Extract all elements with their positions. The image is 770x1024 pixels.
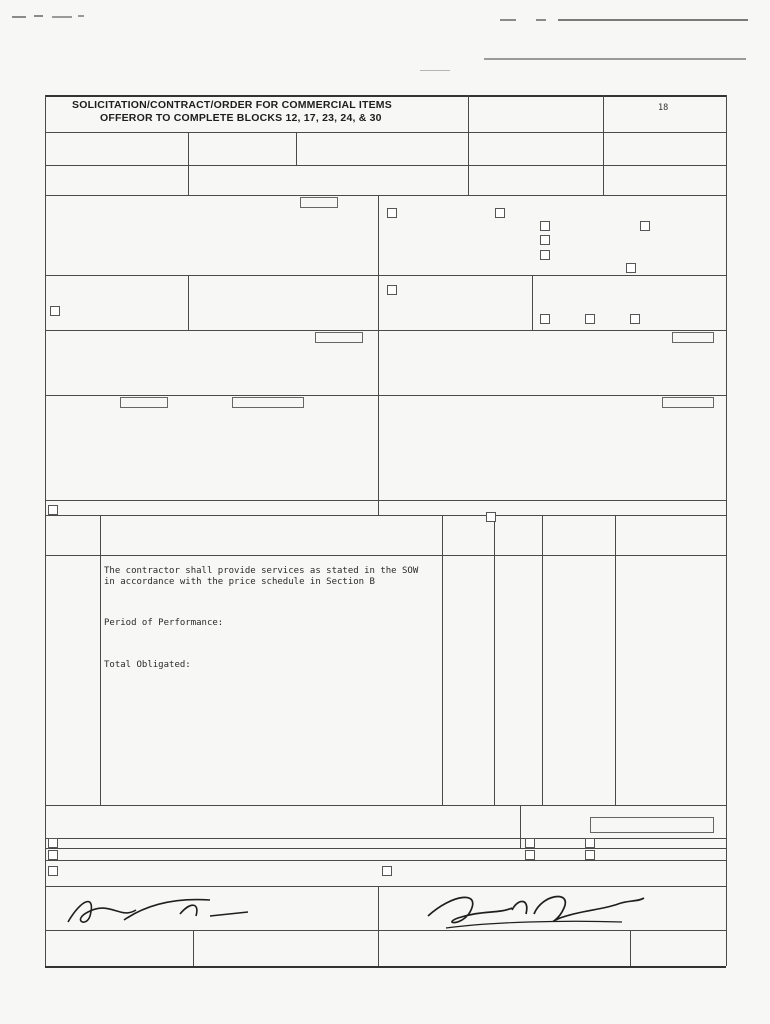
ifb-checkbox[interactable] (585, 314, 595, 324)
acquisition-checkbox-2[interactable] (495, 208, 505, 218)
addenda-are-2-checkbox[interactable] (525, 850, 535, 860)
rfq-checkbox[interactable] (540, 314, 550, 324)
contractor-signature (60, 890, 260, 930)
far-clause-27b-checkbox[interactable] (48, 850, 58, 860)
fob-checkbox[interactable] (50, 306, 60, 316)
addenda-are-not-2-checkbox[interactable] (585, 850, 595, 860)
form-title-line1: SOLICITATION/CONTRACT/ORDER FOR COMMERCIAL ITEMS (72, 99, 392, 111)
schedule-line-1: The contractor shall provide services as stated in the SOW (104, 566, 419, 576)
addenda-are-not-checkbox[interactable] (585, 838, 595, 848)
payment-code-box (662, 397, 714, 408)
acquisition-checkbox-5[interactable] (540, 235, 550, 245)
acquisition-checkbox-4[interactable] (640, 221, 650, 231)
acquisition-checkbox-3[interactable] (540, 221, 550, 231)
submit-invoices-checkbox[interactable] (486, 512, 496, 522)
contractor-code-box (120, 397, 168, 408)
issued-by-code-box (300, 197, 338, 208)
acquisition-checkbox-1[interactable] (387, 208, 397, 218)
form-title-line2: OFFEROR TO COMPLETE BLOCKS 12, 17, 23, 24, & 30 (100, 112, 382, 124)
page-total: 18 (658, 103, 669, 113)
form-top-border (45, 95, 726, 97)
block-28-checkbox[interactable] (48, 866, 58, 876)
block-29-checkbox[interactable] (382, 866, 392, 876)
scan-noise (0, 0, 770, 80)
contracting-officer-signature (422, 888, 652, 932)
remittance-checkbox[interactable] (48, 505, 58, 515)
schedule-line-4: Total Obligated: (104, 660, 191, 670)
far-clause-27a-checkbox[interactable] (48, 838, 58, 848)
acquisition-checkbox-7[interactable] (626, 263, 636, 273)
rated-order-checkbox[interactable] (387, 285, 397, 295)
schedule-line-2: in accordance with the price schedule in Section B (104, 577, 375, 587)
deliver-to-code-box (315, 332, 363, 343)
total-amount-box (590, 817, 714, 833)
addenda-are-checkbox[interactable] (525, 838, 535, 848)
schedule-line-3: Period of Performance: (104, 618, 224, 628)
administered-by-code-box (672, 332, 714, 343)
acquisition-checkbox-6[interactable] (540, 250, 550, 260)
facility-code-box (232, 397, 304, 408)
rfp-checkbox[interactable] (630, 314, 640, 324)
